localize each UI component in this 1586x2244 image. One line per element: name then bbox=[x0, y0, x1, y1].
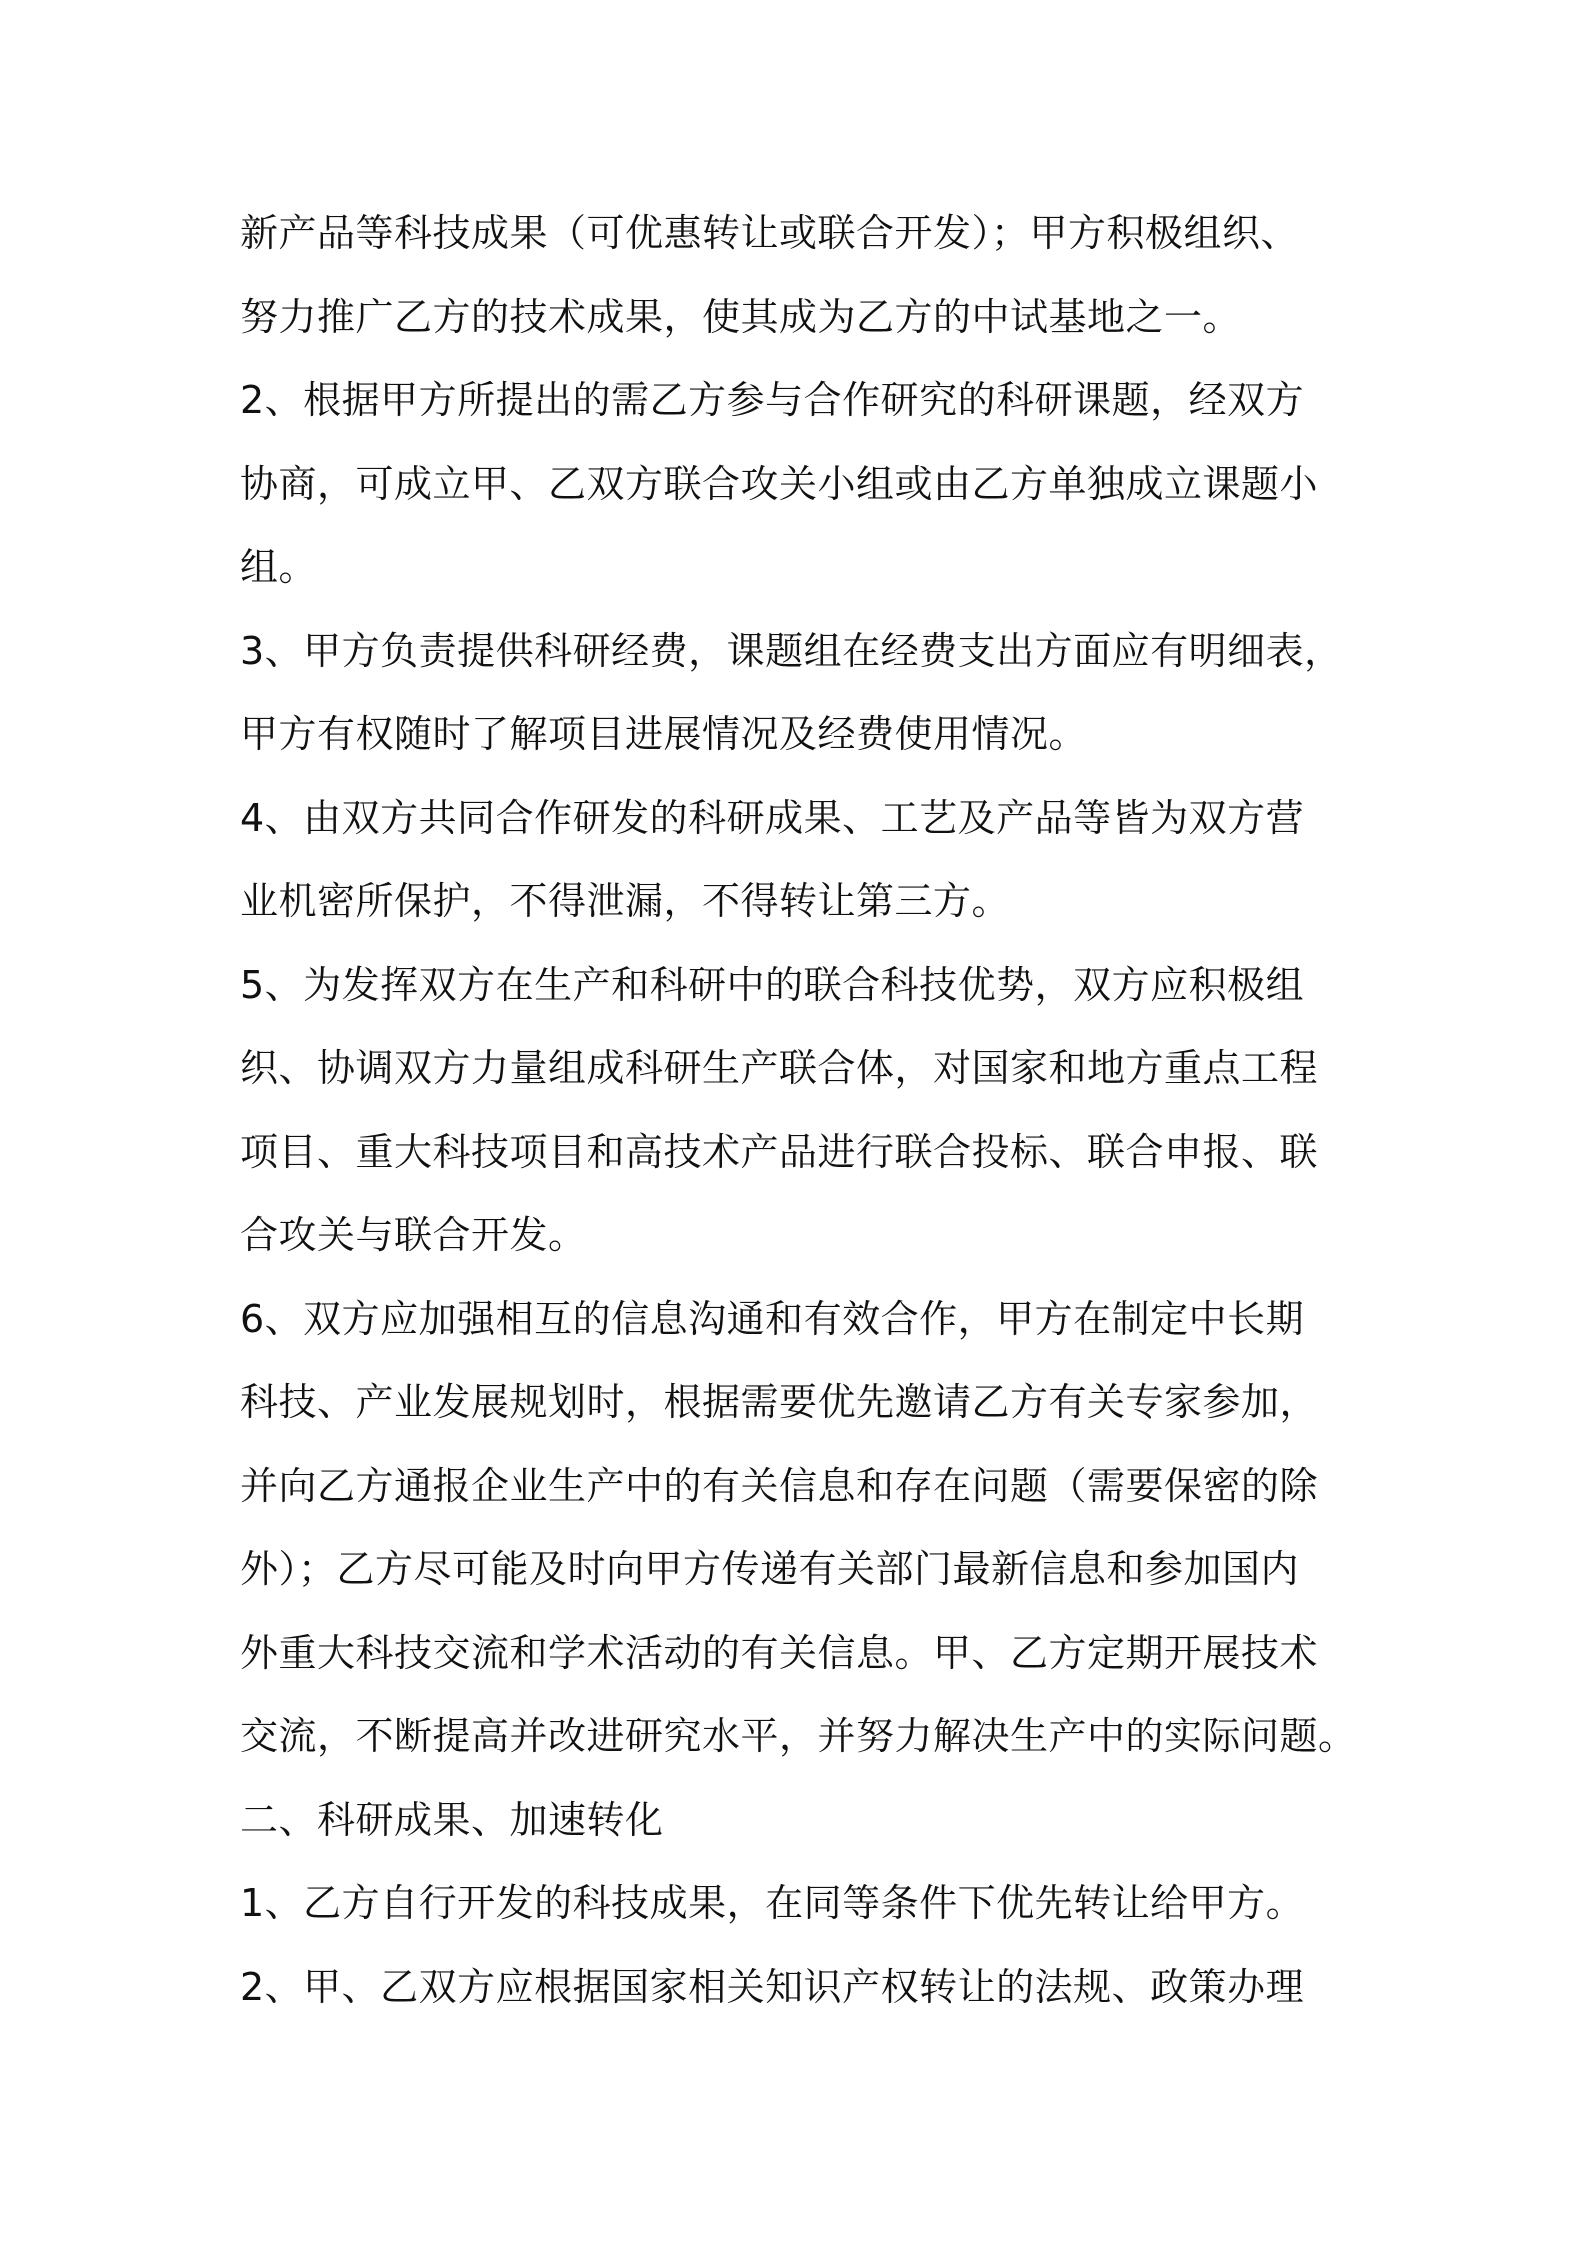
text-line: 5、为发挥双方在生产和科研中的联合科技优势，双方应积极组 bbox=[240, 962, 1305, 1007]
text-line: 6、双方应加强相互的信息沟通和有效合作，甲方在制定中长期 bbox=[240, 1296, 1305, 1341]
section-heading: 二、科研成果、加速转化 bbox=[240, 1797, 664, 1842]
text-line: 织、协调双方力量组成科研生产联合体，对国家和地方重点工程 bbox=[240, 1046, 1319, 1090]
text-line: 科技、产业发展规划时，根据需要优先邀请乙方有关专家参加， bbox=[240, 1380, 1319, 1424]
text-line: 业机密所保护，不得泄漏，不得转让第三方。 bbox=[240, 879, 1011, 923]
text-line: 新产品等科技成果（可优惠转让或联合开发）；甲方积极组织、 bbox=[240, 211, 1300, 255]
text-line: 努力推广乙方的技术成果，使其成为乙方的中试基地之一。 bbox=[240, 294, 1242, 339]
document-body bbox=[240, 192, 1360, 2029]
text-line: 2、根据甲方所提出的需乙方参与合作研究的科研课题，经双方 bbox=[240, 378, 1305, 422]
text-line: 1、乙方自行开发的科技成果，在同等条件下优先转让给甲方。 bbox=[240, 1881, 1305, 1925]
text-line: 协商，可成立甲、乙双方联合攻关小组或由乙方单独成立课题小 bbox=[240, 461, 1319, 506]
text-line: 组。 bbox=[240, 545, 318, 589]
text-line: 4、由双方共同合作研发的科研成果、工艺及产品等皆为双方营 bbox=[240, 795, 1305, 840]
text-line: 交流，不断提高并改进研究水平，并努力解决生产中的实际问题。 bbox=[240, 1714, 1357, 1758]
text-line: 项目、重大科技项目和高技术产品进行联合投标、联合申报、联 bbox=[240, 1129, 1319, 1174]
text-line: 并向乙方通报企业生产中的有关信息和存在问题（需要保密的除 bbox=[240, 1463, 1319, 1508]
text-line: 3、甲方负责提供科研经费，课题组在经费支出方面应有明细表， bbox=[240, 628, 1343, 673]
text-line: 外）；乙方尽可能及时向甲方传递有关部门最新信息和参加国内 bbox=[240, 1547, 1300, 1591]
text-line: 外重大科技交流和学术活动的有关信息。甲、乙方定期开展技术 bbox=[240, 1630, 1319, 1675]
text-line: 合攻关与联合开发。 bbox=[240, 1213, 587, 1257]
text-line: 2、甲、乙双方应根据国家相关知识产权转让的法规、政策办理 bbox=[240, 1964, 1305, 2009]
text-line: 甲方有权随时了解项目进展情况及经费使用情况。 bbox=[240, 712, 1088, 756]
